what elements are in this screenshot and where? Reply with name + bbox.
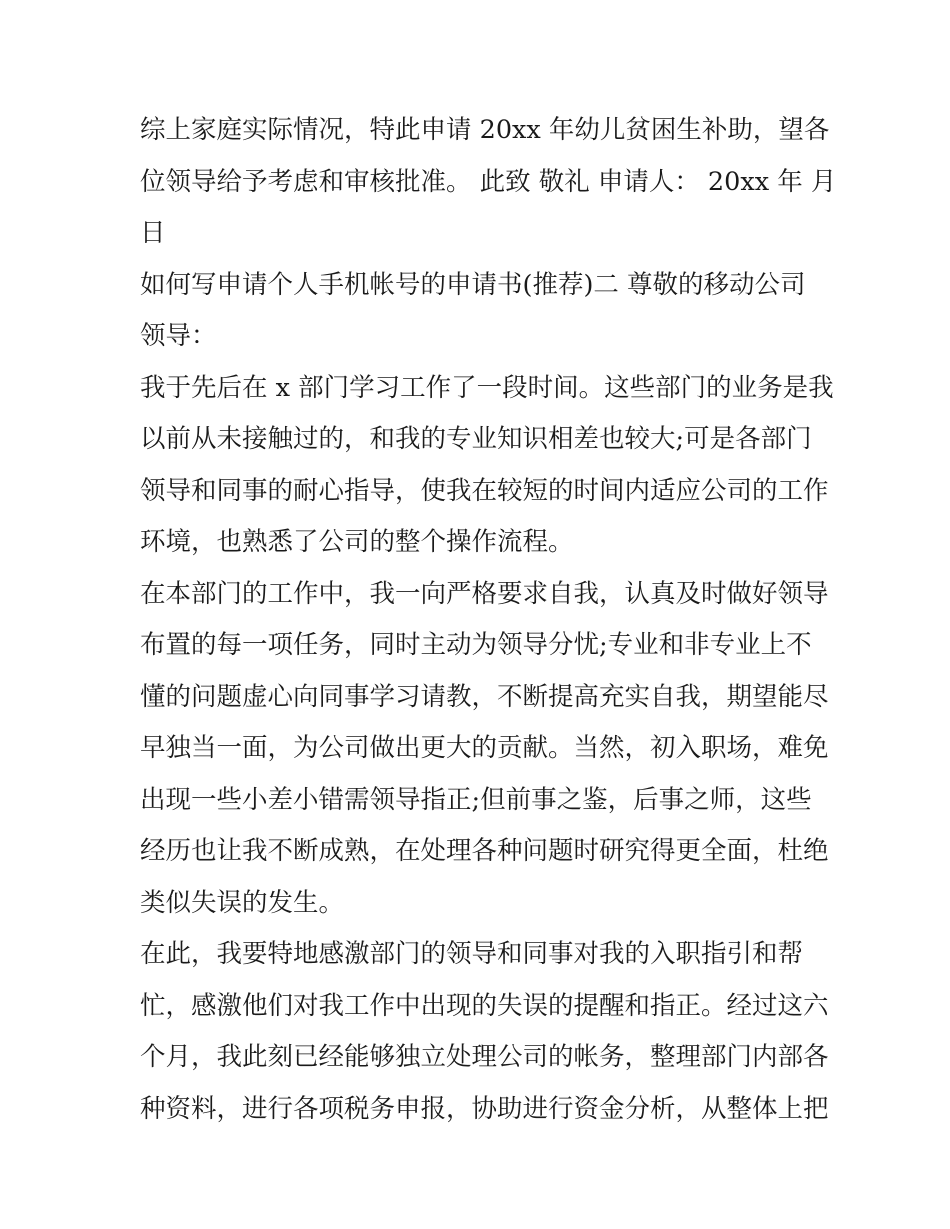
text-line: 懂的问题虚心向同事学习请教，不断提高充实自我，期望能尽 — [140, 681, 829, 712]
text-line: 领导和同事的耐心指导，使我在较短的时间内适应公司的工作 — [140, 475, 829, 506]
text-line: 出现一些小差小错需领导指正;但前事之鉴，后事之师，这些 — [140, 784, 812, 815]
text-line: 以前从未接触过的，和我的专业知识相差也较大;可是各部门 — [140, 424, 812, 454]
text-line: 经历也让我不断成熟，在处理各种问题时研究得更全面，杜绝 — [140, 836, 829, 866]
text-line: 在此，我要特地感激部门的领导和同事对我的入职指引和帮 — [140, 939, 804, 969]
text-line: 在本部门的工作中，我一向严格要求自我，认真及时做好领导 — [140, 578, 829, 609]
text-line: 我于先后在 x 部门学习工作了一段时间。这些部门的业务是我 — [140, 372, 834, 403]
text-line: 个月，我此刻已经能够独立处理公司的帐务，整理部门内部各 — [140, 1042, 829, 1072]
text-line: 忙，感激他们对我工作中出现的失误的提醒和指正。经过这六 — [140, 990, 829, 1021]
text-line: 综上家庭实际情况，特此申请 20xx 年幼儿贫困生补助，望各 — [140, 115, 830, 145]
text-line: 布置的每一项任务，同时主动为领导分忧;专业和非专业上不 — [140, 630, 812, 660]
text-line: 环境，也熟悉了公司的整个操作流程。 — [140, 527, 574, 557]
text-line: 领导： — [140, 321, 217, 351]
text-line: 位领导给予考虑和审核批准。 此致 敬礼 申请人： 20xx 年 月 — [140, 166, 837, 197]
text-line: 类似失误的发生。 — [140, 887, 345, 918]
text-line: 日 — [140, 218, 166, 248]
text-line: 如何写申请个人手机帐号的申请书(推荐)二 尊敬的移动公司 — [140, 269, 806, 300]
document-body — [140, 105, 837, 1135]
text-line: 种资料，进行各项税务申报，协助进行资金分析，从整体上把 — [140, 1093, 829, 1124]
text-line: 早独当一面，为公司做出更大的贡献。当然，初入职场，难免 — [140, 733, 829, 763]
